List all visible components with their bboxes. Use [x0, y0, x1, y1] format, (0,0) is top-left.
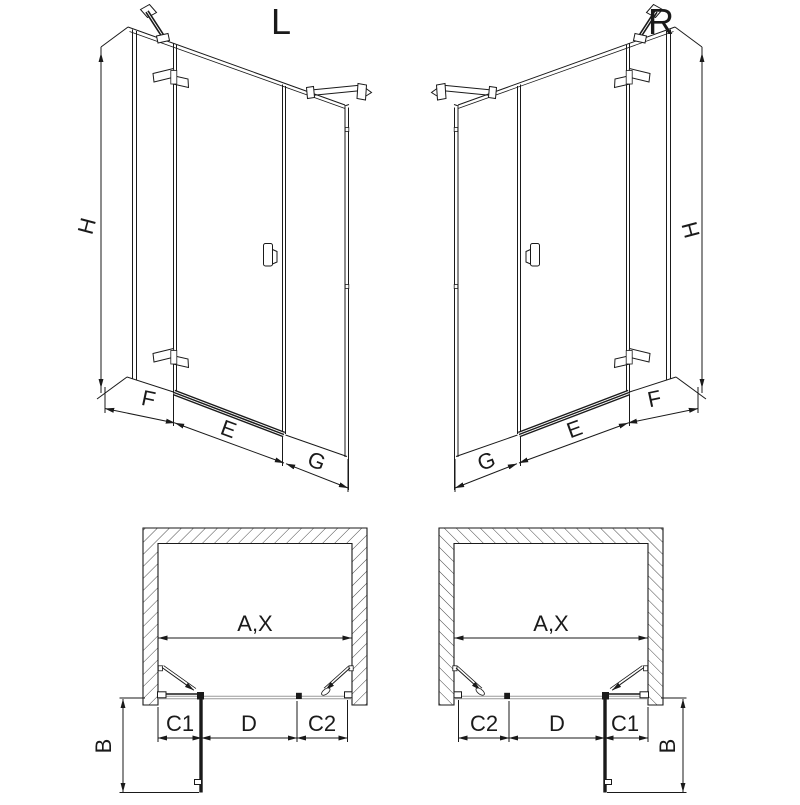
label-overall-width-left: A,X [237, 611, 273, 636]
label-g-right: G [473, 446, 499, 476]
label-depth-right: B [655, 738, 680, 754]
label-depth-left: B [91, 738, 116, 754]
label-view-right: R [648, 1, 674, 42]
plan-view-right [439, 528, 687, 793]
label-c1-left: C1 [165, 711, 195, 736]
label-d-right: D [549, 711, 565, 736]
label-f-left: F [139, 385, 158, 413]
label-overall-width-right: A,X [533, 611, 569, 636]
label-c1-right: C1 [610, 711, 640, 736]
label-g-left: G [304, 446, 330, 476]
label-e-right: E [563, 414, 586, 444]
label-view-left: L [270, 1, 292, 42]
label-c2-left: C2 [307, 711, 337, 736]
label-height-right: H [676, 219, 705, 241]
label-height-left: H [72, 215, 101, 237]
label-c2-right: C2 [469, 711, 499, 736]
plan-view-left [120, 528, 368, 793]
label-d-left: D [241, 711, 257, 736]
label-e-left: E [217, 414, 240, 444]
label-f-right: F [645, 385, 664, 413]
